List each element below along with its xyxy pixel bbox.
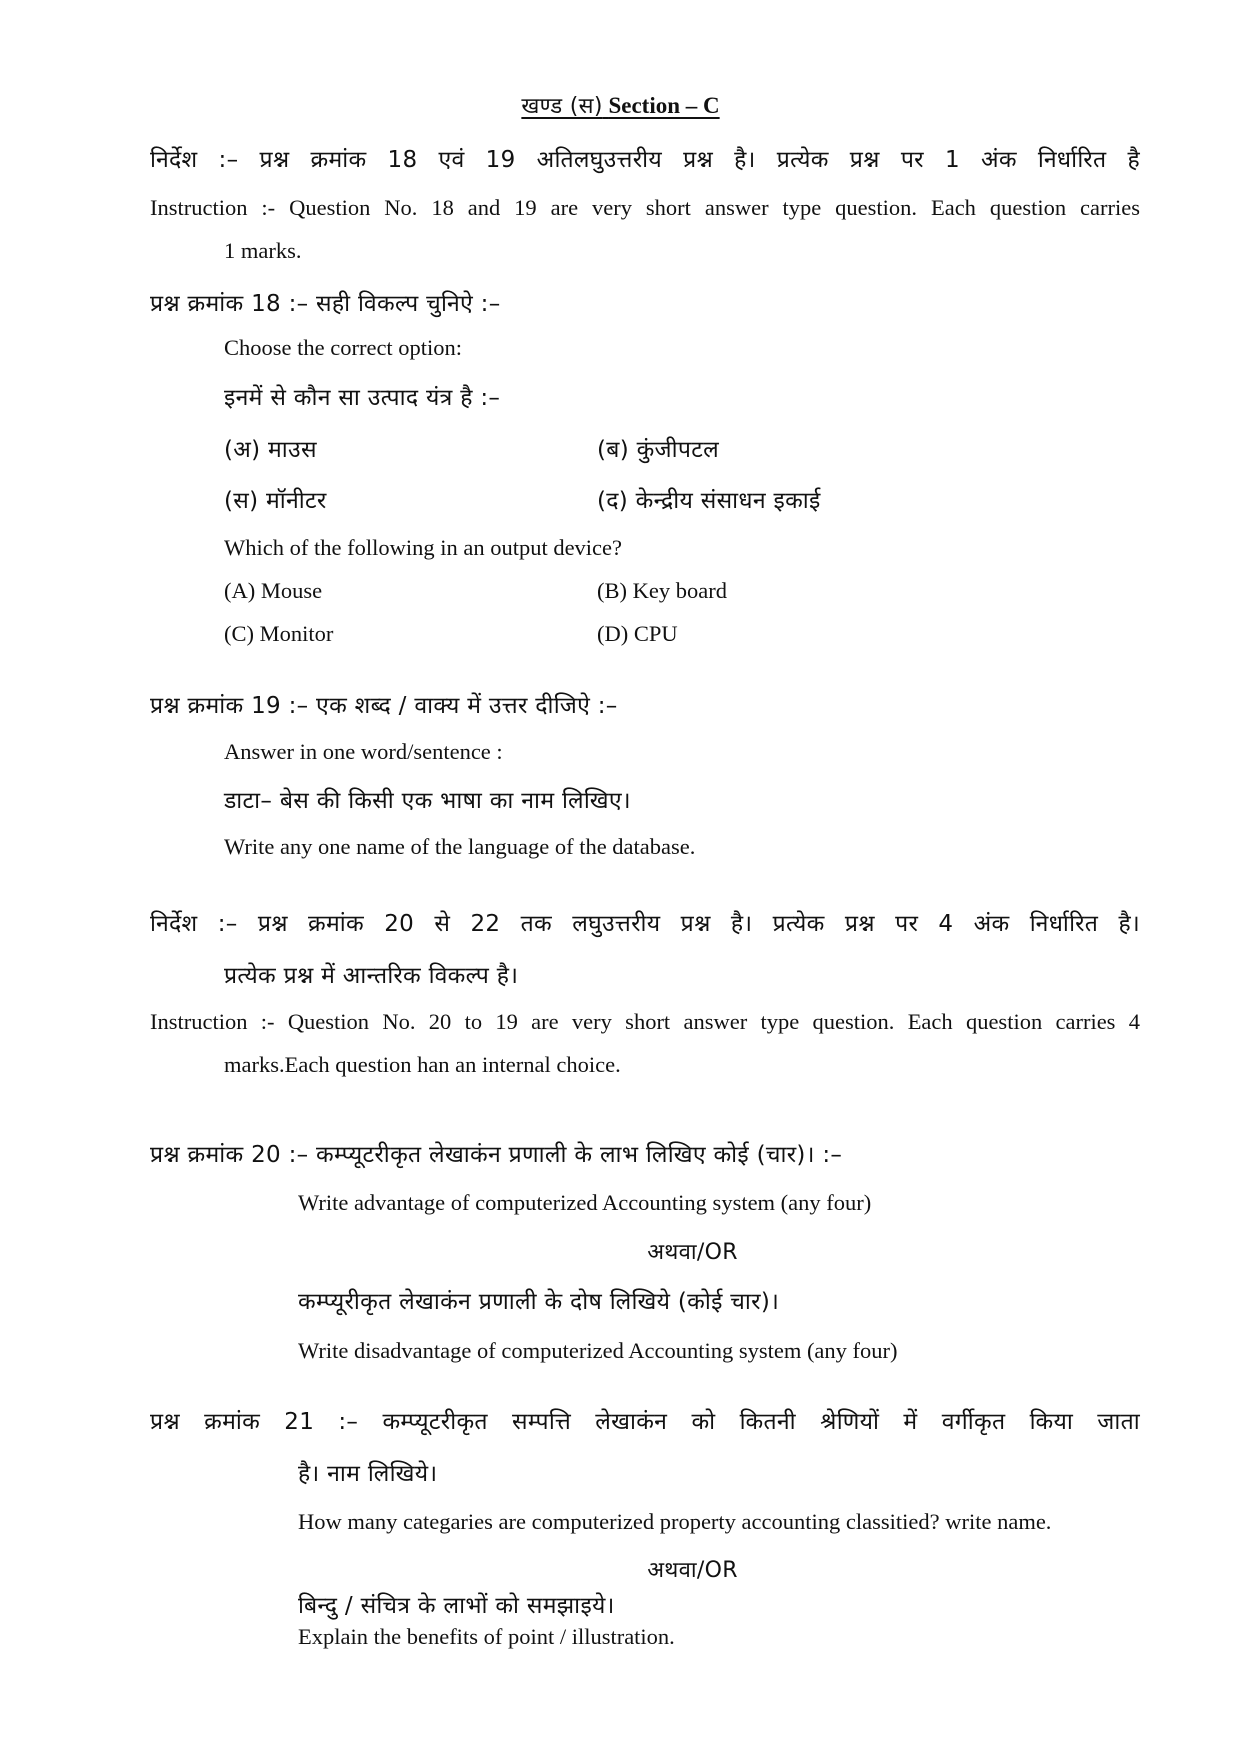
- q18-option-d-en: (D) CPU: [597, 621, 678, 646]
- section-title-hi: खण्ड (स): [521, 94, 603, 119]
- q19-heading: प्रश्न क्रमांक 19 :– एक शब्द / वाक्य में उत्तर दीजिऐ :–: [150, 693, 618, 719]
- instruction2-hi-line1: निर्देश :– प्रश्न क्रमांक 20 से 22 तक लघुउत्तरीय प्रश्न है। प्रत्येक प्रश्न पर 4 अंक निर्धारित है।: [150, 911, 1140, 937]
- q18-option-a-hi: (अ) माउस: [224, 437, 317, 463]
- instruction1-en-line1: Instruction :- Question No. 18 and 19 are very short answer type question. Each question carries: [150, 195, 1140, 220]
- q18-option-a-en: (A) Mouse: [224, 578, 323, 603]
- instruction2-en-line1: Instruction :- Question No. 20 to 19 are very short answer type question. Each question carries 4: [150, 1009, 1140, 1034]
- q18-option-c-hi: (स) मॉनीटर: [224, 488, 327, 514]
- q18-question-en: Which of the following in an output device?: [224, 535, 623, 560]
- section-title: [0, 90, 1241, 120]
- q21-alt-en: Explain the benefits of point / illustration.: [298, 1624, 675, 1649]
- q19-question-en: Write any one name of the language of the database.: [224, 834, 696, 859]
- instruction1-en-line2: 1 marks.: [224, 238, 302, 263]
- q18-heading: प्रश्न क्रमांक 18 :– सही विकल्प चुनिऐ :–: [150, 291, 501, 317]
- instruction1-hi: निर्देश :– प्रश्न क्रमांक 18 एवं 19 अतिलघुउत्तरीय प्रश्न है। प्रत्येक प्रश्न पर 1 अंक निर्धारित है: [150, 147, 1140, 173]
- q20-heading: प्रश्न क्रमांक 20 :– कम्प्यूटरीकृत लेखाकंन प्रणाली के लाभ लिखिए कोई (चार)। :–: [150, 1142, 843, 1168]
- q18-option-c-en: (C) Monitor: [224, 621, 334, 646]
- q21-heading-line1: प्रश्न क्रमांक 21 :– कम्प्यूटरीकृत सम्पत्ति लेखाकंन को कितनी श्रेणियों में वर्गीकृत किया जाता: [150, 1409, 1140, 1435]
- q20-alt-hi: कम्प्यूरीकृत लेखाकंन प्रणाली के दोष लिखिये (कोई चार)।: [298, 1289, 780, 1315]
- q21-or-text: अथवा/OR: [647, 1558, 738, 1583]
- q18-option-b-en: (B) Key board: [597, 578, 727, 603]
- q18-option-d-hi: (द) केन्द्रीय संसाधन इकाई: [597, 488, 821, 514]
- q20-line-en: Write advantage of computerized Accounting system (any four): [298, 1190, 872, 1215]
- instruction2-en-line2: marks.Each question han an internal choice.: [224, 1052, 621, 1077]
- q18-option-b-hi: (ब) कुंजीपटल: [597, 437, 720, 463]
- q18-question-hi: इनमें से कौन सा उत्पाद यंत्र है :–: [224, 385, 501, 411]
- q21-or-label: [0, 1554, 1241, 1584]
- q20-or-text: अथवा/OR: [647, 1240, 738, 1265]
- q21-heading-line2: है। नाम लिखिये।: [298, 1461, 438, 1487]
- section-title-underlined: [521, 93, 719, 118]
- q19-prompt-en: Answer in one word/sentence :: [224, 739, 503, 764]
- instruction2-hi-line2: प्रत्येक प्रश्न में आन्तरिक विकल्प है।: [224, 963, 519, 989]
- q20-alt-en: Write disadvantage of computerized Accounting system (any four): [298, 1338, 898, 1363]
- section-title-en: Section – C: [608, 93, 720, 118]
- q21-line-en: How many categaries are computerized property accounting classitied? write name.: [298, 1509, 1052, 1534]
- q20-or-label: [0, 1236, 1241, 1266]
- q21-alt-hi: बिन्दु / संचित्र के लाभों को समझाइये।: [298, 1593, 615, 1619]
- q18-prompt-en: Choose the correct option:: [224, 335, 463, 360]
- q19-question-hi: डाटा– बेस की किसी एक भाषा का नाम लिखिए।: [224, 788, 631, 814]
